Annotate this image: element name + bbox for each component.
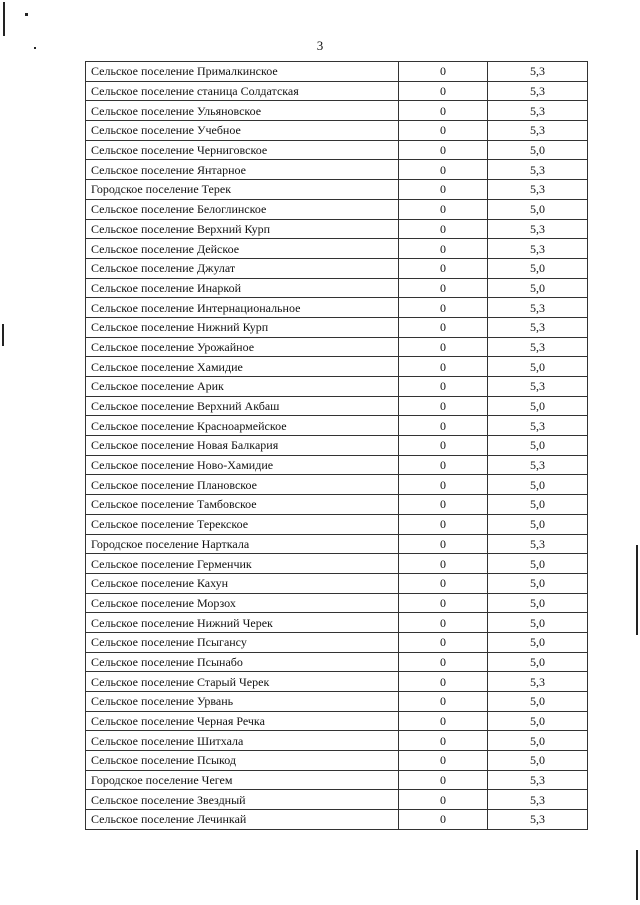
table-row: [86, 160, 588, 180]
table-row: [86, 436, 588, 456]
value-a-cell: 0: [399, 652, 488, 672]
value-a-cell: 0: [399, 436, 488, 456]
value-b-cell: 5,3: [488, 160, 588, 180]
table-row: [86, 121, 588, 141]
settlement-name-cell: Сельское поселение Герменчик: [86, 554, 399, 574]
value-a-cell: 0: [399, 101, 488, 121]
settlement-name-cell: Сельское поселение Псыгансу: [86, 632, 399, 652]
table-row: [86, 239, 588, 259]
value-a-cell: 0: [399, 672, 488, 692]
table-row: [86, 101, 588, 121]
value-b-cell: 5,0: [488, 711, 588, 731]
table-row: [86, 573, 588, 593]
value-b-cell: 5,3: [488, 416, 588, 436]
value-b-cell: 5,3: [488, 770, 588, 790]
value-b-cell: 5,0: [488, 554, 588, 574]
settlements-table: [85, 61, 588, 830]
settlement-name-cell: Сельское поселение Нижний Курп: [86, 317, 399, 337]
value-a-cell: 0: [399, 377, 488, 397]
settlement-name-cell: Сельское поселение Нижний Черек: [86, 613, 399, 633]
value-a-cell: 0: [399, 790, 488, 810]
value-a-cell: 0: [399, 396, 488, 416]
value-a-cell: 0: [399, 239, 488, 259]
value-a-cell: 0: [399, 455, 488, 475]
settlement-name-cell: Сельское поселение Арик: [86, 377, 399, 397]
table-row: [86, 258, 588, 278]
value-b-cell: 5,3: [488, 317, 588, 337]
table-row: [86, 810, 588, 830]
value-b-cell: 5,0: [488, 613, 588, 633]
table-row: [86, 199, 588, 219]
table-row: [86, 731, 588, 751]
table-row: [86, 455, 588, 475]
value-a-cell: 0: [399, 140, 488, 160]
table-row: [86, 534, 588, 554]
settlement-name-cell: Сельское поселение Плановское: [86, 475, 399, 495]
value-a-cell: 0: [399, 613, 488, 633]
value-b-cell: 5,0: [488, 593, 588, 613]
settlement-name-cell: Сельское поселение Верхний Акбаш: [86, 396, 399, 416]
settlement-name-cell: Сельское поселение Джулат: [86, 258, 399, 278]
value-b-cell: 5,3: [488, 377, 588, 397]
value-b-cell: 5,0: [488, 731, 588, 751]
settlement-name-cell: Сельское поселение Белоглинское: [86, 199, 399, 219]
scan-edge-mark-right-bottom: [636, 850, 638, 900]
value-a-cell: 0: [399, 81, 488, 101]
table-row: [86, 495, 588, 515]
value-a-cell: 0: [399, 337, 488, 357]
settlement-name-cell: Сельское поселение Верхний Курп: [86, 219, 399, 239]
value-a-cell: 0: [399, 199, 488, 219]
table-row: [86, 790, 588, 810]
value-a-cell: 0: [399, 317, 488, 337]
value-b-cell: 5,0: [488, 495, 588, 515]
settlement-name-cell: Сельское поселение Лечинкай: [86, 810, 399, 830]
value-b-cell: 5,3: [488, 337, 588, 357]
value-b-cell: 5,0: [488, 278, 588, 298]
settlement-name-cell: Сельское поселение Старый Черек: [86, 672, 399, 692]
table-row: [86, 140, 588, 160]
table-row: [86, 219, 588, 239]
settlement-name-cell: Городское поселение Терек: [86, 180, 399, 200]
value-b-cell: 5,0: [488, 751, 588, 771]
value-b-cell: 5,0: [488, 652, 588, 672]
settlement-name-cell: Городское поселение Нарткала: [86, 534, 399, 554]
value-b-cell: 5,3: [488, 101, 588, 121]
value-a-cell: 0: [399, 278, 488, 298]
value-b-cell: 5,0: [488, 692, 588, 712]
table-row: [86, 475, 588, 495]
scan-edge-mark-left: [2, 324, 4, 346]
table-row: [86, 317, 588, 337]
value-b-cell: 5,0: [488, 573, 588, 593]
settlement-name-cell: Сельское поселение Терекское: [86, 514, 399, 534]
settlement-name-cell: Сельское поселение Янтарное: [86, 160, 399, 180]
settlement-name-cell: Сельское поселение Урожайное: [86, 337, 399, 357]
table-row: [86, 692, 588, 712]
settlement-name-cell: Сельское поселение Интернациональное: [86, 298, 399, 318]
value-a-cell: 0: [399, 416, 488, 436]
value-b-cell: 5,0: [488, 475, 588, 495]
table-row: [86, 416, 588, 436]
page-number: 3: [316, 38, 324, 53]
table-row: [86, 62, 588, 82]
settlement-name-cell: Сельское поселение Инаркой: [86, 278, 399, 298]
value-b-cell: 5,0: [488, 436, 588, 456]
settlement-name-cell: Сельское поселение Шитхала: [86, 731, 399, 751]
value-b-cell: 5,3: [488, 81, 588, 101]
value-b-cell: 5,3: [488, 121, 588, 141]
value-a-cell: 0: [399, 593, 488, 613]
table-row: [86, 357, 588, 377]
table-row: [86, 180, 588, 200]
table-row: [86, 613, 588, 633]
table-row: [86, 377, 588, 397]
value-b-cell: 5,0: [488, 514, 588, 534]
value-b-cell: 5,0: [488, 258, 588, 278]
table-row: [86, 337, 588, 357]
settlement-name-cell: Сельское поселение Урвань: [86, 692, 399, 712]
settlement-name-cell: Сельское поселение Черная Речка: [86, 711, 399, 731]
value-b-cell: 5,3: [488, 219, 588, 239]
settlement-name-cell: Сельское поселение Учебное: [86, 121, 399, 141]
value-a-cell: 0: [399, 495, 488, 515]
value-a-cell: 0: [399, 692, 488, 712]
value-b-cell: 5,3: [488, 810, 588, 830]
table-row: [86, 278, 588, 298]
settlement-name-cell: Городское поселение Чегем: [86, 770, 399, 790]
value-b-cell: 5,3: [488, 180, 588, 200]
value-b-cell: 5,3: [488, 239, 588, 259]
value-a-cell: 0: [399, 219, 488, 239]
value-b-cell: 5,0: [488, 199, 588, 219]
settlement-name-cell: Сельское поселение Хамидие: [86, 357, 399, 377]
settlement-name-cell: Сельское поселение Звездный: [86, 790, 399, 810]
value-b-cell: 5,0: [488, 140, 588, 160]
table-row: [86, 514, 588, 534]
table-row: [86, 652, 588, 672]
settlement-name-cell: Сельское поселение Кахун: [86, 573, 399, 593]
table-row: [86, 593, 588, 613]
settlement-name-cell: Сельское поселение Псынабо: [86, 652, 399, 672]
settlement-name-cell: Сельское поселение Черниговское: [86, 140, 399, 160]
table-row: [86, 298, 588, 318]
table-row: [86, 632, 588, 652]
scan-edge-mark-right: [636, 545, 638, 635]
value-b-cell: 5,3: [488, 298, 588, 318]
value-b-cell: 5,0: [488, 357, 588, 377]
settlement-name-cell: Сельское поселение Псыкод: [86, 751, 399, 771]
value-a-cell: 0: [399, 475, 488, 495]
value-a-cell: 0: [399, 554, 488, 574]
value-b-cell: 5,3: [488, 455, 588, 475]
value-a-cell: 0: [399, 62, 488, 82]
value-a-cell: 0: [399, 810, 488, 830]
table-row: [86, 751, 588, 771]
table-row: [86, 396, 588, 416]
value-a-cell: 0: [399, 534, 488, 554]
table-row: [86, 554, 588, 574]
settlement-name-cell: Сельское поселение Ново-Хамидие: [86, 455, 399, 475]
value-a-cell: 0: [399, 357, 488, 377]
settlement-name-cell: Сельское поселение станица Солдатская: [86, 81, 399, 101]
settlement-name-cell: Сельское поселение Новая Балкария: [86, 436, 399, 456]
value-a-cell: 0: [399, 751, 488, 771]
value-b-cell: 5,3: [488, 62, 588, 82]
table-row: [86, 770, 588, 790]
scan-edge-mark-top: [3, 2, 5, 36]
value-b-cell: 5,3: [488, 790, 588, 810]
settlement-name-cell: Сельское поселение Ульяновское: [86, 101, 399, 121]
settlement-name-cell: Сельское поселение Прималкинское: [86, 62, 399, 82]
value-a-cell: 0: [399, 258, 488, 278]
table-row: [86, 81, 588, 101]
value-b-cell: 5,3: [488, 534, 588, 554]
value-a-cell: 0: [399, 711, 488, 731]
value-b-cell: 5,0: [488, 396, 588, 416]
table-row: [86, 672, 588, 692]
value-a-cell: 0: [399, 632, 488, 652]
value-a-cell: 0: [399, 514, 488, 534]
table-row: [86, 711, 588, 731]
value-a-cell: 0: [399, 180, 488, 200]
value-b-cell: 5,3: [488, 672, 588, 692]
value-a-cell: 0: [399, 573, 488, 593]
value-a-cell: 0: [399, 160, 488, 180]
value-a-cell: 0: [399, 731, 488, 751]
value-b-cell: 5,0: [488, 632, 588, 652]
settlement-name-cell: Сельское поселение Тамбовское: [86, 495, 399, 515]
scan-dot-mark: [25, 13, 28, 16]
value-a-cell: 0: [399, 770, 488, 790]
value-a-cell: 0: [399, 298, 488, 318]
value-a-cell: 0: [399, 121, 488, 141]
settlement-name-cell: Сельское поселение Красноармейское: [86, 416, 399, 436]
settlement-name-cell: Сельское поселение Морзох: [86, 593, 399, 613]
settlement-name-cell: Сельское поселение Дейское: [86, 239, 399, 259]
